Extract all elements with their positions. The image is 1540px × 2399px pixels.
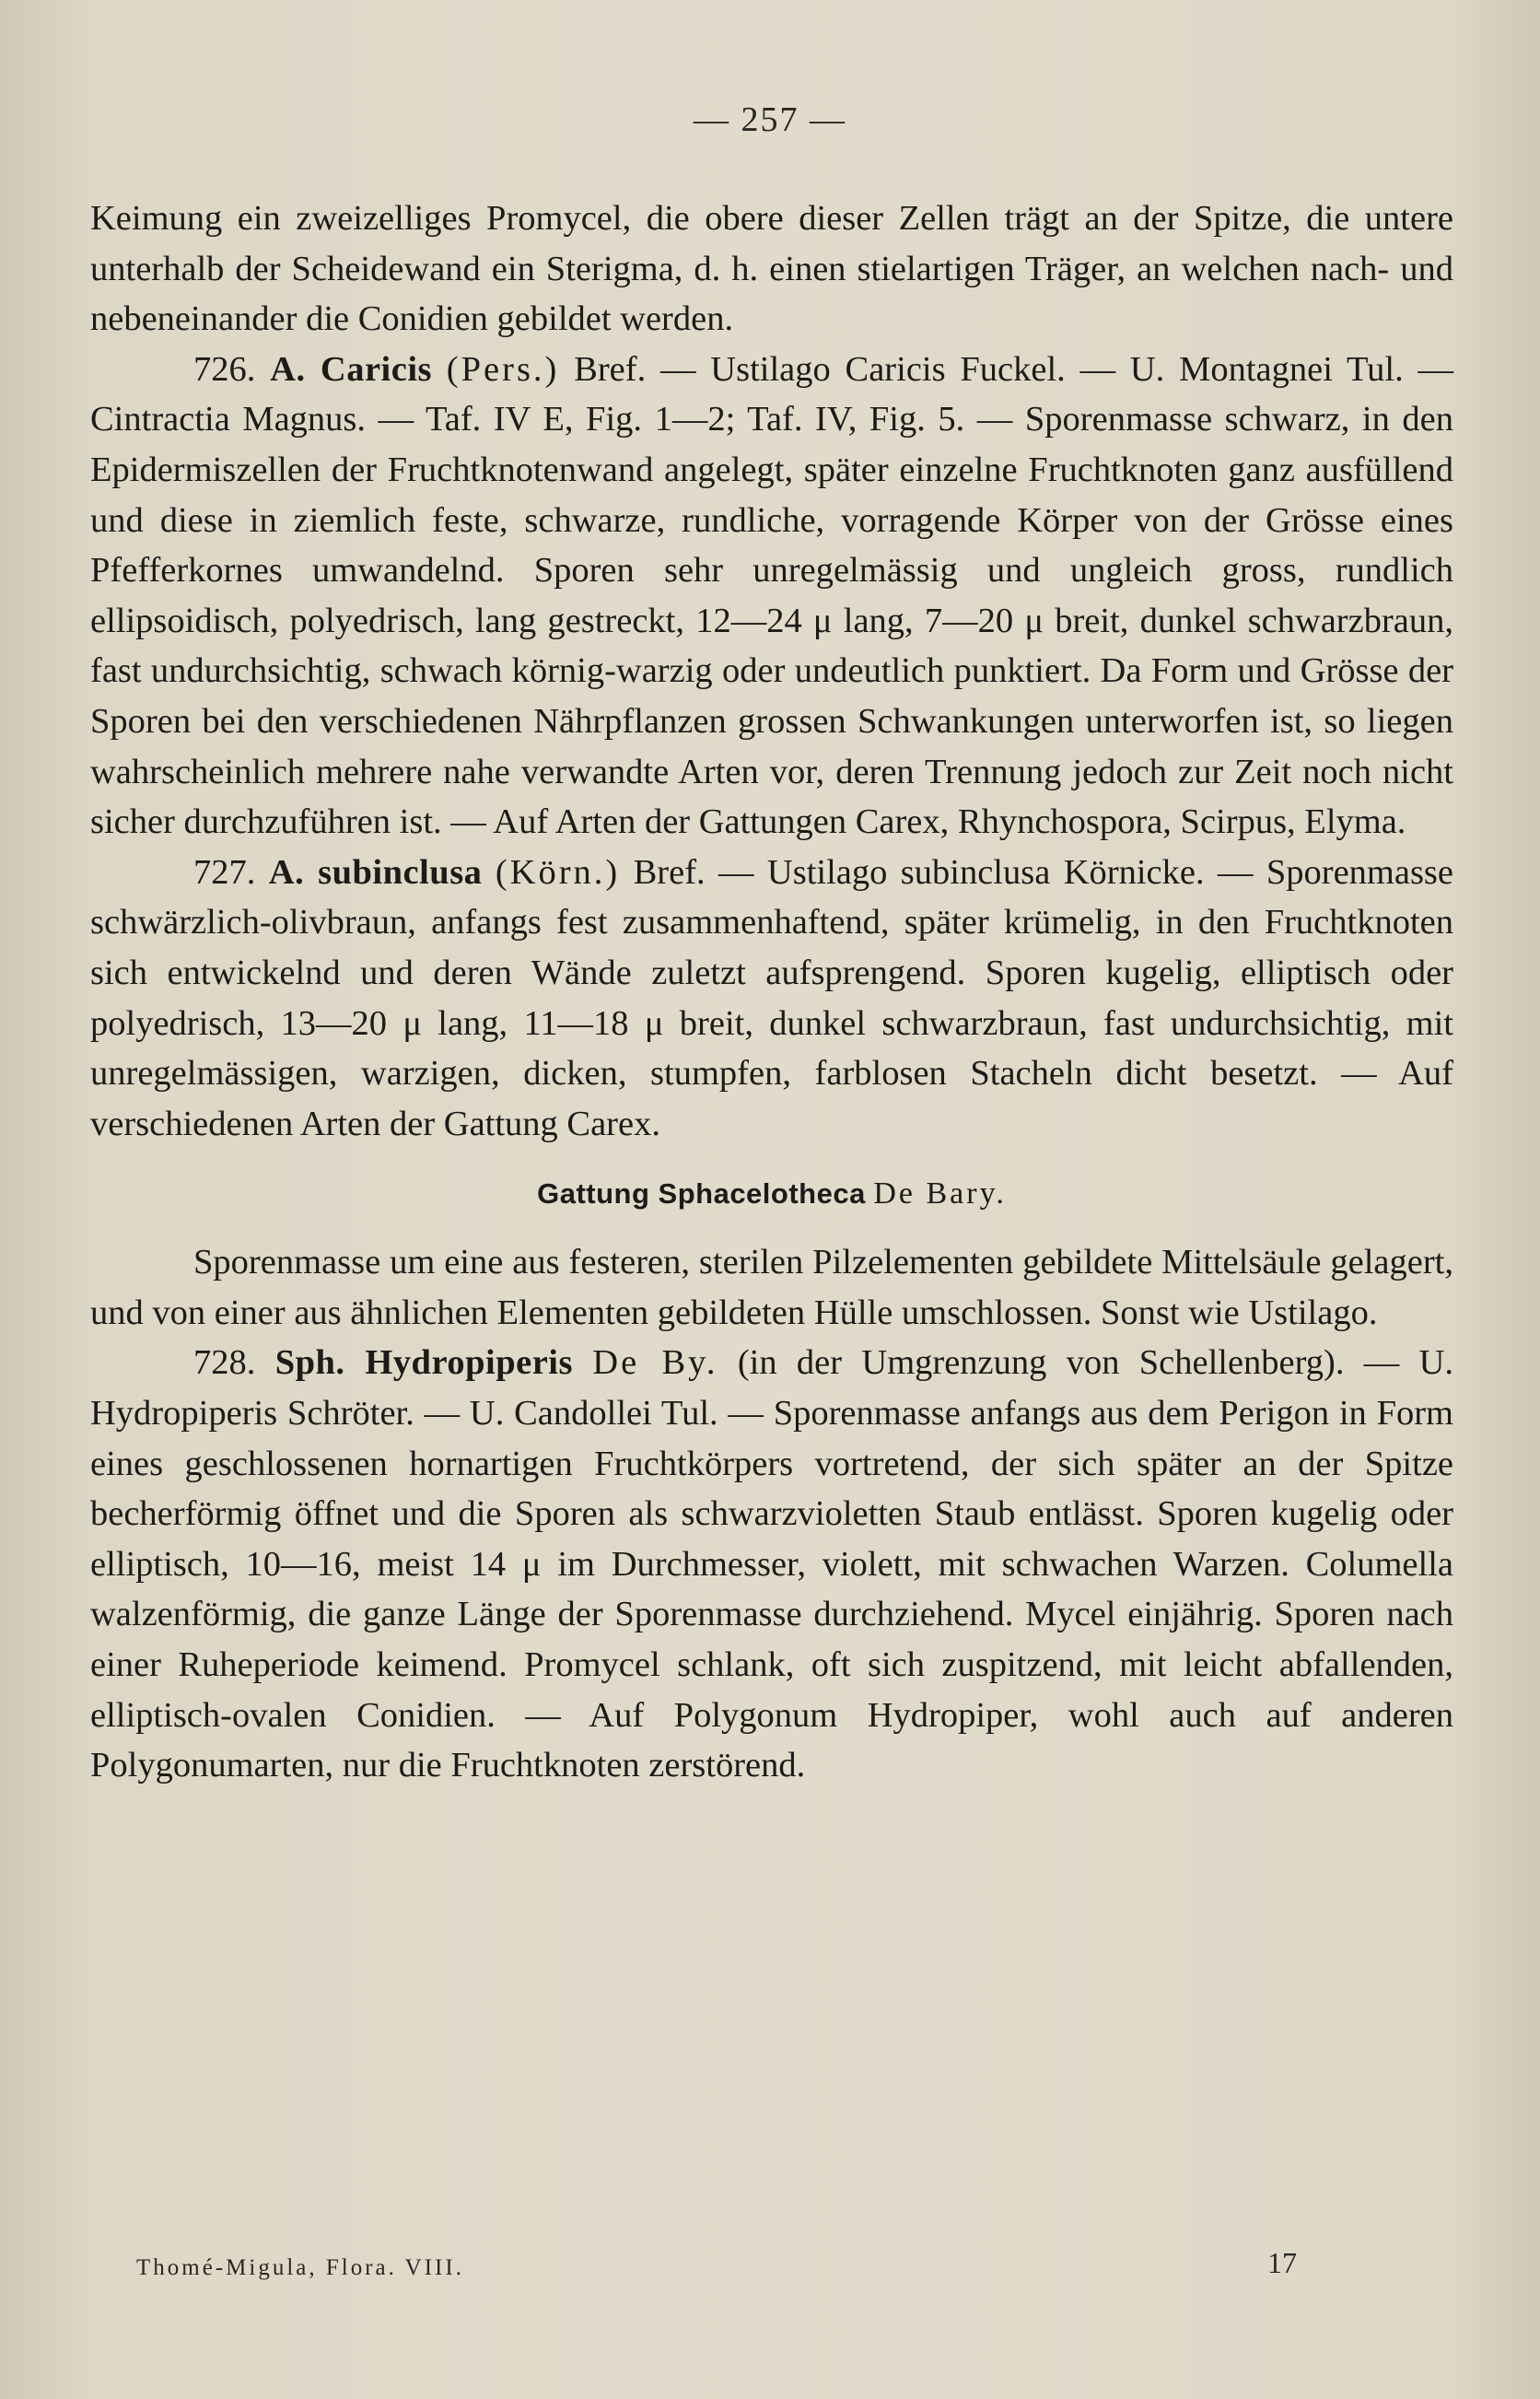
entry-727-author: (Körn.) — [495, 852, 621, 892]
body-text — [90, 193, 1453, 1791]
entry-727-name: A. subinclusa — [268, 852, 483, 892]
entry-728-name: Sph. Hydropiperis — [274, 1343, 573, 1383]
genus-description: Sporenmasse um eine aus festeren, sterilen Pilzelementen gebildete Mittelsäule gelagert, und von einer aus ähnlichen Elementen gebildeten Hülle umschlossen. Sonst wie Ustilago. — [90, 1243, 1453, 1332]
entry-728-number: 728. — [193, 1343, 256, 1383]
entry-726-text: Bref. — Ustilago Caricis Fuckel. — U. Montagnei Tul. — Cintractia Magnus. — Taf. IV E, Fig. 1—2; Taf. IV, Fig. 5. — Sporenmasse schwarz, in den Epidermiszellen der Fruchtknotenwand angelegt, später einzelne Fruchtknoten ganz ausfüllend und diese in ziemlich feste, schwarze, rundliche, vorragende Körper von der Grösse eines Pfefferkornes umwandelnd. Sporen sehr unregelmässig und ungleich gross, rundlich ellipsoidisch, polyedrisch, lang gestreckt, 12—24 μ lang, 7—20 μ breit, dunkel schwarzbraun, fast undurchsichtig, schwach körnig-warzig oder undeutlich punktiert. Da Form und Grösse der Sporen bei den verschiedenen Nährpflanzen grossen Schwankungen unterworfen ist, so liegen wahrscheinlich mehrere nahe verwandte Arten vor, deren Trennung jedoch zur Zeit noch nicht sicher durchzuführen ist. — Auf Arten der Gattungen Carex, Rhynchospora, Scirpus, Elyma. — [90, 349, 1454, 842]
entry-727 — [90, 848, 1453, 1150]
genus-heading — [90, 1171, 1453, 1217]
entry-726-author: (Pers.) — [446, 349, 560, 389]
entry-726 — [90, 345, 1453, 848]
genus-heading-title: Gattung Sphacelotheca — [537, 1177, 866, 1211]
entry-728-author: De By. — [592, 1343, 718, 1383]
entry-726-name: A. Caricis — [270, 349, 432, 389]
footer-sheet-number: 17 — [1267, 2246, 1297, 2279]
footer-signature: Thomé-Migula, Flora. VIII. — [136, 2255, 464, 2280]
entry-728 — [90, 1338, 1453, 1790]
genus-heading-author: De Bary. — [873, 1176, 1007, 1211]
entry-727-text: Bref. — Ustilago subinclusa Körnicke. — Sporenmasse schwärzlich-olivbraun, anfangs fest zusammenhaftend, später krümelig, in den Fruchtknoten sich entwickelnd und deren Wände zuletzt aufsprengend. Sporen kugelig, elliptisch oder polyedrisch, 13—20 μ lang, 11—18 μ breit, dunkel schwarzbraun, fast undurchsichtig, mit unregelmässigen, warzigen, dicken, stumpfen, farblosen Stacheln dicht besetzt. — Auf verschiedenen Arten der Gattung Carex. — [90, 852, 1454, 1143]
page-number: — 257 — — [694, 100, 846, 139]
entry-728-text: (in der Umgrenzung von Schellenberg). — U. Hydropiperis Schröter. — U. Candollei Tul. — Sporenmasse anfangs aus dem Perigon in Form eines geschlossenen hornartigen Fruchtkörpers vortretend, der sich später an der Spitze becherförmig öffnet und die Sporen als schwarzvioletten Staub entlässt. Sporen kugelig oder elliptisch, 10—16, meist 14 μ im Durchmesser, violett, mit schwachen Warzen. Columella walzenförmig, die ganze Länge der Sporenmasse durchziehend. Mycel einjährig. Sporen nach einer Ruheperiode keimend. Promycel schlank, oft sich zuspitzend, mit leicht abfallenden, elliptisch-ovalen Conidien. — Auf Polygonum Hydropiper, wohl auch auf anderen Polygonumarten, nur die Fruchtknoten zerstörend. — [90, 1343, 1454, 1785]
paragraph-continuation: Keimung ein zweizelliges Promycel, die obere dieser Zellen trägt an der Spitze, die untere unterhalb der Scheidewand ein Sterigma, d. h. einen stielartigen Träger, an welchen nach- und nebeneinander die Conidien gebildet werden. — [90, 199, 1453, 339]
entry-726-number: 726. — [193, 349, 256, 389]
entry-727-number: 727. — [193, 852, 256, 892]
